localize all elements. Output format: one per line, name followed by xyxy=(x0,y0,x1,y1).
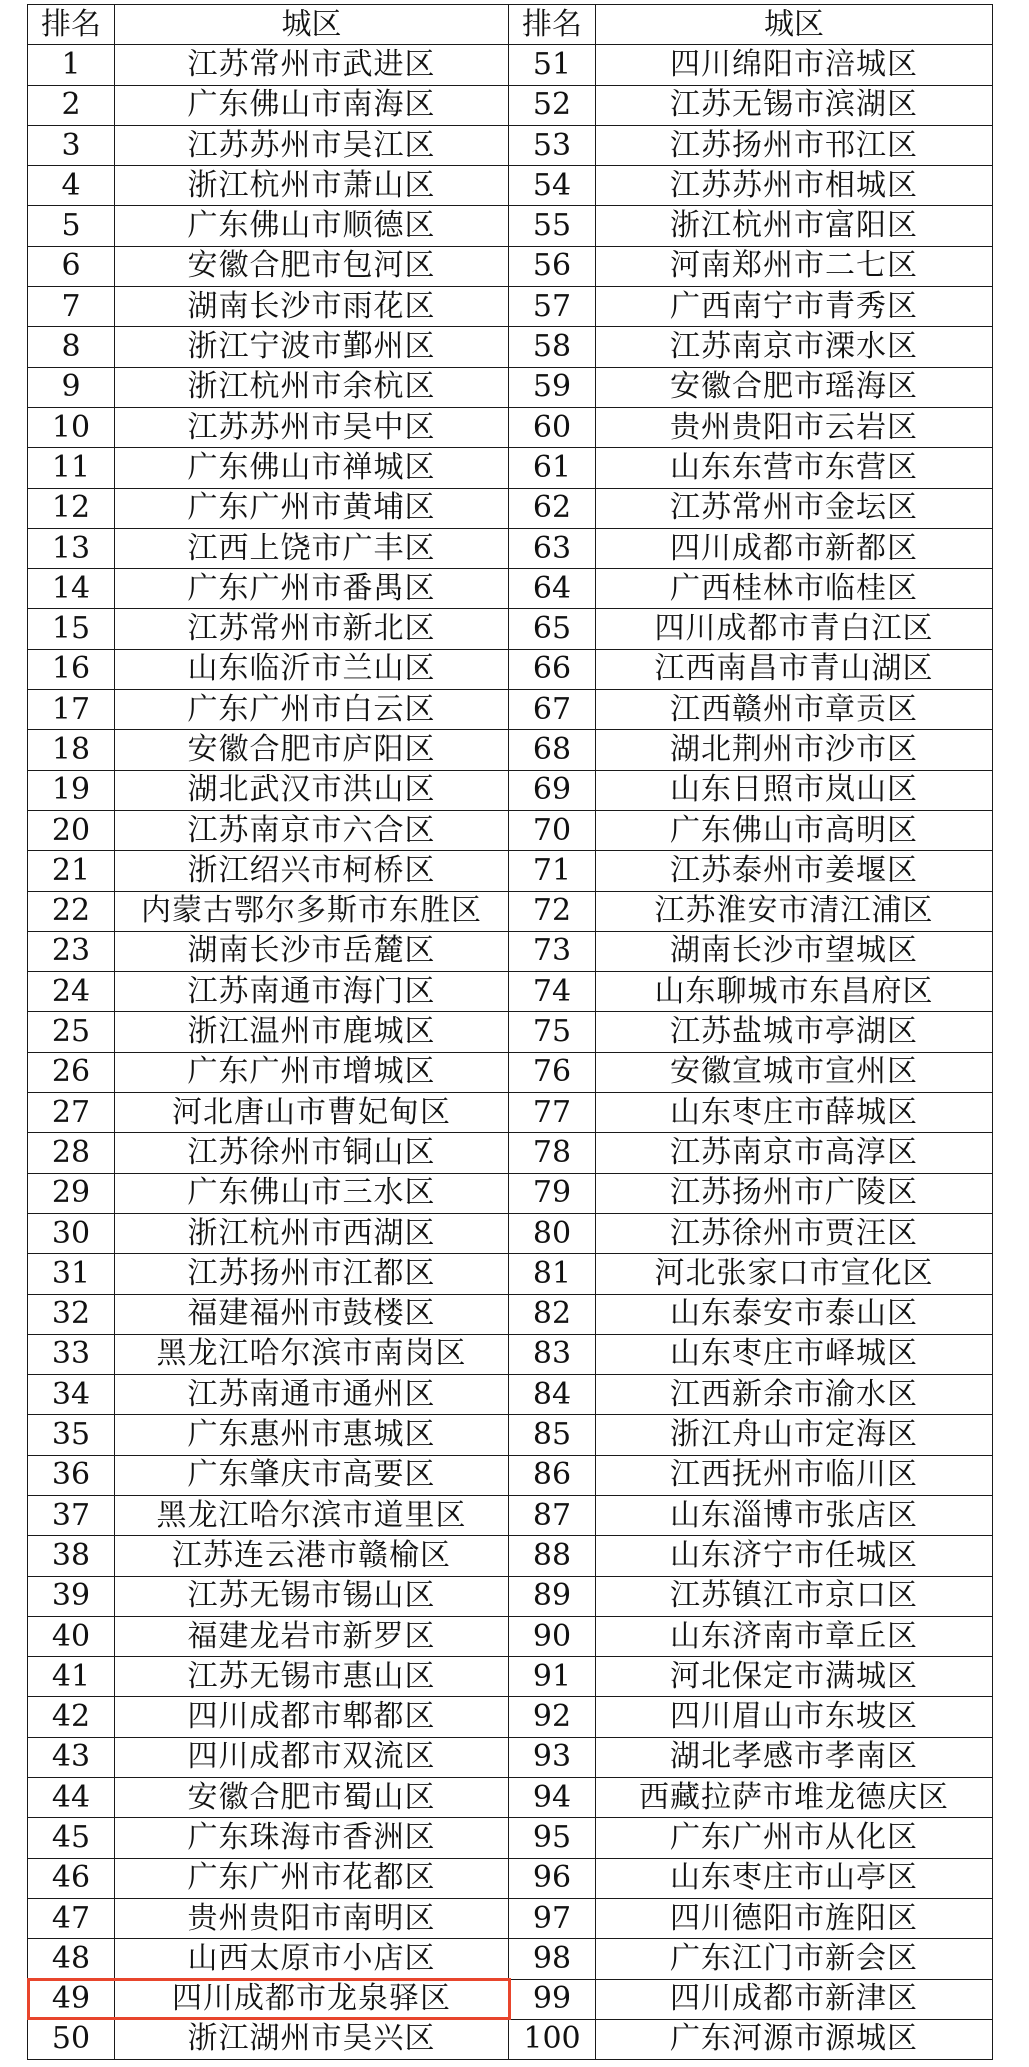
district-cell-left: 浙江杭州市西湖区 xyxy=(115,1213,509,1253)
rank-cell-left: 40 xyxy=(28,1616,115,1656)
table-row xyxy=(28,730,993,770)
table-row xyxy=(28,246,993,286)
table-row xyxy=(28,45,993,85)
district-cell-right: 江西南昌市青山湖区 xyxy=(596,649,993,689)
district-cell-right: 江苏扬州市邗江区 xyxy=(596,125,993,165)
rank-cell-left: 47 xyxy=(28,1898,115,1938)
rank-cell-left: 17 xyxy=(28,690,115,730)
table-row xyxy=(28,287,993,327)
district-cell-left: 广东佛山市禅城区 xyxy=(115,448,509,488)
district-cell-right: 四川成都市青白江区 xyxy=(596,609,993,649)
rank-cell-right: 98 xyxy=(509,1939,596,1979)
rank-cell-right: 62 xyxy=(509,488,596,528)
district-cell-left: 山西太原市小店区 xyxy=(115,1939,509,1979)
district-cell-left: 江苏常州市武进区 xyxy=(115,45,509,85)
rank-cell-left: 30 xyxy=(28,1213,115,1253)
rank-cell-right: 75 xyxy=(509,1012,596,1052)
rank-cell-left: 36 xyxy=(28,1455,115,1495)
rank-cell-left: 24 xyxy=(28,972,115,1012)
rank-cell-left: 1 xyxy=(28,45,115,85)
rank-cell-right: 95 xyxy=(509,1818,596,1858)
district-cell-left: 福建龙岩市新罗区 xyxy=(115,1616,509,1656)
table-row xyxy=(28,2019,993,2059)
district-cell-left: 内蒙古鄂尔多斯市东胜区 xyxy=(115,891,509,931)
district-cell-left: 山东临沂市兰山区 xyxy=(115,649,509,689)
rank-cell-left: 34 xyxy=(28,1375,115,1415)
district-cell-right: 广东佛山市高明区 xyxy=(596,810,993,850)
rank-cell-right: 67 xyxy=(509,690,596,730)
rank-cell-right: 92 xyxy=(509,1697,596,1737)
rank-cell-left: 23 xyxy=(28,931,115,971)
table-row xyxy=(28,1375,993,1415)
rank-cell-right: 54 xyxy=(509,166,596,206)
rank-cell-left: 10 xyxy=(28,407,115,447)
rank-cell-left: 29 xyxy=(28,1173,115,1213)
rank-cell-right: 86 xyxy=(509,1455,596,1495)
district-cell-left: 浙江杭州市余杭区 xyxy=(115,367,509,407)
rank-cell-right: 100 xyxy=(509,2019,596,2059)
district-cell-right: 江苏苏州市相城区 xyxy=(596,166,993,206)
district-cell-right: 四川眉山市东坡区 xyxy=(596,1697,993,1737)
rank-cell-right: 93 xyxy=(509,1737,596,1777)
rank-cell-left: 38 xyxy=(28,1536,115,1576)
rank-cell-left: 2 xyxy=(28,85,115,125)
rank-cell-left: 16 xyxy=(28,649,115,689)
rank-cell-left: 7 xyxy=(28,287,115,327)
district-cell-left: 贵州贵阳市南明区 xyxy=(115,1898,509,1938)
district-cell-left: 湖南长沙市岳麓区 xyxy=(115,931,509,971)
rank-cell-left: 13 xyxy=(28,528,115,568)
district-cell-left: 湖北武汉市洪山区 xyxy=(115,770,509,810)
rank-cell-left: 48 xyxy=(28,1939,115,1979)
rank-cell-left: 37 xyxy=(28,1495,115,1535)
district-cell-left: 黑龙江哈尔滨市南岗区 xyxy=(115,1334,509,1374)
table-row xyxy=(28,125,993,165)
rank-cell-right: 97 xyxy=(509,1898,596,1938)
district-cell-left: 江苏扬州市江都区 xyxy=(115,1254,509,1294)
table-row xyxy=(28,528,993,568)
rank-cell-right: 56 xyxy=(509,246,596,286)
table-row xyxy=(28,1213,993,1253)
district-cell-left: 安徽合肥市蜀山区 xyxy=(115,1778,509,1818)
district-cell-right: 四川成都市新津区 xyxy=(596,1979,993,2019)
rank-cell-left: 19 xyxy=(28,770,115,810)
district-cell-left: 浙江宁波市鄞州区 xyxy=(115,327,509,367)
rank-cell-right: 89 xyxy=(509,1576,596,1616)
district-cell-right: 河北保定市满城区 xyxy=(596,1657,993,1697)
district-cell-right: 山东淄博市张店区 xyxy=(596,1495,993,1535)
district-cell-left: 浙江温州市鹿城区 xyxy=(115,1012,509,1052)
rank-cell-left: 4 xyxy=(28,166,115,206)
district-cell-left: 四川成都市郫都区 xyxy=(115,1697,509,1737)
district-cell-left: 广东广州市白云区 xyxy=(115,690,509,730)
district-cell-left: 广东珠海市香洲区 xyxy=(115,1818,509,1858)
table-row xyxy=(28,1536,993,1576)
table-row xyxy=(28,448,993,488)
district-cell-right: 江苏扬州市广陵区 xyxy=(596,1173,993,1213)
rank-cell-left: 50 xyxy=(28,2019,115,2059)
rank-cell-right: 68 xyxy=(509,730,596,770)
rank-cell-left: 21 xyxy=(28,851,115,891)
district-cell-right: 四川德阳市旌阳区 xyxy=(596,1898,993,1938)
rank-cell-right: 69 xyxy=(509,770,596,810)
rank-cell-left: 46 xyxy=(28,1858,115,1898)
district-cell-left: 江苏常州市新北区 xyxy=(115,609,509,649)
rank-cell-left: 12 xyxy=(28,488,115,528)
rank-cell-left: 41 xyxy=(28,1657,115,1697)
rank-cell-left: 11 xyxy=(28,448,115,488)
district-cell-left: 广东佛山市三水区 xyxy=(115,1173,509,1213)
rank-cell-right: 76 xyxy=(509,1052,596,1092)
district-cell-left: 四川成都市龙泉驿区 xyxy=(115,1979,509,2019)
district-cell-left: 江苏苏州市吴中区 xyxy=(115,407,509,447)
district-cell-right: 江苏徐州市贾汪区 xyxy=(596,1213,993,1253)
district-cell-right: 浙江舟山市定海区 xyxy=(596,1415,993,1455)
rank-cell-right: 74 xyxy=(509,972,596,1012)
rank-cell-left: 39 xyxy=(28,1576,115,1616)
table-row xyxy=(28,690,993,730)
district-cell-left: 湖南长沙市雨花区 xyxy=(115,287,509,327)
table-row xyxy=(28,972,993,1012)
table-row xyxy=(28,1697,993,1737)
district-cell-left: 安徽合肥市庐阳区 xyxy=(115,730,509,770)
table-row xyxy=(28,407,993,447)
table-row xyxy=(28,1294,993,1334)
table-row xyxy=(28,851,993,891)
table-row xyxy=(28,85,993,125)
rank-cell-right: 99 xyxy=(509,1979,596,2019)
rank-cell-left: 14 xyxy=(28,569,115,609)
district-cell-left: 江苏苏州市吴江区 xyxy=(115,125,509,165)
table-row xyxy=(28,166,993,206)
district-cell-right: 江苏盐城市亭湖区 xyxy=(596,1012,993,1052)
table-row xyxy=(28,367,993,407)
table-header-row xyxy=(28,5,993,45)
table-row xyxy=(28,770,993,810)
table-row xyxy=(28,609,993,649)
district-cell-left: 广东广州市番禺区 xyxy=(115,569,509,609)
district-cell-left: 江苏无锡市锡山区 xyxy=(115,1576,509,1616)
rank-cell-right: 52 xyxy=(509,85,596,125)
district-cell-left: 福建福州市鼓楼区 xyxy=(115,1294,509,1334)
table-row xyxy=(28,1495,993,1535)
district-cell-right: 河南郑州市二七区 xyxy=(596,246,993,286)
table-row xyxy=(28,206,993,246)
rank-cell-right: 63 xyxy=(509,528,596,568)
rank-cell-left: 15 xyxy=(28,609,115,649)
district-cell-left: 广东广州市增城区 xyxy=(115,1052,509,1092)
table-row xyxy=(28,1858,993,1898)
district-cell-right: 山东枣庄市峄城区 xyxy=(596,1334,993,1374)
table-row xyxy=(28,1818,993,1858)
district-cell-left: 浙江杭州市萧山区 xyxy=(115,166,509,206)
rank-cell-right: 57 xyxy=(509,287,596,327)
rank-cell-right: 96 xyxy=(509,1858,596,1898)
table-row xyxy=(28,1898,993,1938)
district-cell-left: 河北唐山市曹妃甸区 xyxy=(115,1093,509,1133)
rank-cell-right: 61 xyxy=(509,448,596,488)
rank-cell-left: 5 xyxy=(28,206,115,246)
district-cell-left: 广东佛山市顺德区 xyxy=(115,206,509,246)
district-cell-left: 广东广州市黄埔区 xyxy=(115,488,509,528)
district-cell-right: 湖北荆州市沙市区 xyxy=(596,730,993,770)
table-row xyxy=(28,1093,993,1133)
rank-cell-left: 27 xyxy=(28,1093,115,1133)
district-cell-right: 山东泰安市泰山区 xyxy=(596,1294,993,1334)
rank-cell-right: 70 xyxy=(509,810,596,850)
district-cell-right: 江苏常州市金坛区 xyxy=(596,488,993,528)
district-cell-right: 山东日照市岚山区 xyxy=(596,770,993,810)
district-cell-right: 广西桂林市临桂区 xyxy=(596,569,993,609)
district-cell-right: 四川成都市新都区 xyxy=(596,528,993,568)
district-cell-right: 安徽合肥市瑶海区 xyxy=(596,367,993,407)
rank-cell-left: 49 xyxy=(28,1979,115,2019)
rank-cell-right: 65 xyxy=(509,609,596,649)
rank-cell-left: 44 xyxy=(28,1778,115,1818)
table-row xyxy=(28,1133,993,1173)
rank-cell-left: 33 xyxy=(28,1334,115,1374)
district-cell-right: 贵州贵阳市云岩区 xyxy=(596,407,993,447)
district-cell-right: 山东枣庄市薛城区 xyxy=(596,1093,993,1133)
district-cell-right: 江西抚州市临川区 xyxy=(596,1455,993,1495)
rank-cell-right: 51 xyxy=(509,45,596,85)
table-row xyxy=(28,931,993,971)
district-cell-left: 广东惠州市惠城区 xyxy=(115,1415,509,1455)
table-row xyxy=(28,488,993,528)
district-cell-left: 江苏南通市通州区 xyxy=(115,1375,509,1415)
district-cell-left: 广东肇庆市高要区 xyxy=(115,1455,509,1495)
rank-cell-right: 53 xyxy=(509,125,596,165)
district-cell-left: 江苏无锡市惠山区 xyxy=(115,1657,509,1697)
table-row xyxy=(28,1657,993,1697)
rank-cell-right: 78 xyxy=(509,1133,596,1173)
district-cell-right: 山东济南市章丘区 xyxy=(596,1616,993,1656)
table-row xyxy=(28,1455,993,1495)
district-cell-left: 江苏连云港市赣榆区 xyxy=(115,1536,509,1576)
district-cell-left: 安徽合肥市包河区 xyxy=(115,246,509,286)
rank-cell-right: 66 xyxy=(509,649,596,689)
rank-cell-left: 18 xyxy=(28,730,115,770)
table-row xyxy=(28,810,993,850)
rank-cell-left: 9 xyxy=(28,367,115,407)
rank-cell-left: 35 xyxy=(28,1415,115,1455)
table-row xyxy=(28,1254,993,1294)
rank-cell-right: 85 xyxy=(509,1415,596,1455)
district-cell-right: 江苏镇江市京口区 xyxy=(596,1576,993,1616)
district-cell-left: 江苏南通市海门区 xyxy=(115,972,509,1012)
district-cell-left: 广东佛山市南海区 xyxy=(115,85,509,125)
table-row xyxy=(28,327,993,367)
district-cell-right: 广东广州市从化区 xyxy=(596,1818,993,1858)
district-cell-right: 安徽宣城市宣州区 xyxy=(596,1052,993,1092)
district-cell-left: 江苏南京市六合区 xyxy=(115,810,509,850)
rank-cell-left: 6 xyxy=(28,246,115,286)
district-cell-right: 江苏南京市溧水区 xyxy=(596,327,993,367)
district-cell-left: 江西上饶市广丰区 xyxy=(115,528,509,568)
rank-cell-left: 22 xyxy=(28,891,115,931)
district-cell-right: 江苏淮安市清江浦区 xyxy=(596,891,993,931)
district-cell-right: 江苏无锡市滨湖区 xyxy=(596,85,993,125)
rank-cell-right: 64 xyxy=(509,569,596,609)
district-cell-left: 四川成都市双流区 xyxy=(115,1737,509,1777)
rank-cell-right: 91 xyxy=(509,1657,596,1697)
district-cell-right: 江苏南京市高淳区 xyxy=(596,1133,993,1173)
district-cell-right: 山东聊城市东昌府区 xyxy=(596,972,993,1012)
rank-cell-right: 58 xyxy=(509,327,596,367)
header-district-left: 城区 xyxy=(115,5,509,45)
district-cell-left: 浙江绍兴市柯桥区 xyxy=(115,851,509,891)
rank-cell-right: 83 xyxy=(509,1334,596,1374)
rank-cell-left: 28 xyxy=(28,1133,115,1173)
table-row xyxy=(28,1052,993,1092)
district-cell-right: 山东枣庄市山亭区 xyxy=(596,1858,993,1898)
district-cell-left: 浙江湖州市吴兴区 xyxy=(115,2019,509,2059)
rank-cell-left: 25 xyxy=(28,1012,115,1052)
rank-cell-right: 59 xyxy=(509,367,596,407)
district-cell-left: 黑龙江哈尔滨市道里区 xyxy=(115,1495,509,1535)
table-row xyxy=(28,1979,993,2019)
table-row xyxy=(28,649,993,689)
district-cell-right: 江苏泰州市姜堰区 xyxy=(596,851,993,891)
rank-cell-left: 42 xyxy=(28,1697,115,1737)
table-row xyxy=(28,1616,993,1656)
rank-cell-left: 26 xyxy=(28,1052,115,1092)
rank-cell-right: 79 xyxy=(509,1173,596,1213)
rank-cell-right: 81 xyxy=(509,1254,596,1294)
rank-cell-right: 73 xyxy=(509,931,596,971)
rank-cell-left: 3 xyxy=(28,125,115,165)
district-cell-right: 江西新余市渝水区 xyxy=(596,1375,993,1415)
district-cell-left: 广东广州市花都区 xyxy=(115,1858,509,1898)
rank-cell-left: 45 xyxy=(28,1818,115,1858)
table-row xyxy=(28,1576,993,1616)
rank-cell-right: 88 xyxy=(509,1536,596,1576)
district-cell-right: 江西赣州市章贡区 xyxy=(596,690,993,730)
rank-cell-left: 32 xyxy=(28,1294,115,1334)
rank-cell-right: 82 xyxy=(509,1294,596,1334)
header-rank-right: 排名 xyxy=(509,5,596,45)
rank-cell-right: 90 xyxy=(509,1616,596,1656)
district-cell-left: 江苏徐州市铜山区 xyxy=(115,1133,509,1173)
rank-cell-right: 71 xyxy=(509,851,596,891)
district-cell-right: 西藏拉萨市堆龙德庆区 xyxy=(596,1778,993,1818)
rank-cell-right: 60 xyxy=(509,407,596,447)
district-cell-right: 湖南长沙市望城区 xyxy=(596,931,993,971)
district-cell-right: 四川绵阳市涪城区 xyxy=(596,45,993,85)
rank-cell-left: 20 xyxy=(28,810,115,850)
table-row xyxy=(28,1334,993,1374)
district-cell-right: 山东东营市东营区 xyxy=(596,448,993,488)
rank-cell-right: 72 xyxy=(509,891,596,931)
rank-cell-right: 55 xyxy=(509,206,596,246)
table-row xyxy=(28,1939,993,1979)
district-cell-right: 浙江杭州市富阳区 xyxy=(596,206,993,246)
rank-cell-right: 87 xyxy=(509,1495,596,1535)
district-cell-right: 山东济宁市任城区 xyxy=(596,1536,993,1576)
table-body xyxy=(28,45,993,2060)
table-row xyxy=(28,1778,993,1818)
district-cell-right: 广东河源市源城区 xyxy=(596,2019,993,2059)
table-row xyxy=(28,1173,993,1213)
rank-cell-right: 84 xyxy=(509,1375,596,1415)
rank-cell-left: 8 xyxy=(28,327,115,367)
rank-cell-right: 94 xyxy=(509,1778,596,1818)
rank-cell-left: 31 xyxy=(28,1254,115,1294)
header-district-right: 城区 xyxy=(596,5,993,45)
district-cell-right: 湖北孝感市孝南区 xyxy=(596,1737,993,1777)
table-row xyxy=(28,1737,993,1777)
district-ranking-table xyxy=(27,4,993,2060)
rank-cell-right: 80 xyxy=(509,1213,596,1253)
table-row xyxy=(28,1012,993,1052)
table-row xyxy=(28,891,993,931)
header-rank-left: 排名 xyxy=(28,5,115,45)
table-row xyxy=(28,569,993,609)
district-cell-right: 广西南宁市青秀区 xyxy=(596,287,993,327)
rank-cell-right: 77 xyxy=(509,1093,596,1133)
table-row xyxy=(28,1415,993,1455)
district-cell-right: 河北张家口市宣化区 xyxy=(596,1254,993,1294)
rank-cell-left: 43 xyxy=(28,1737,115,1777)
district-cell-right: 广东江门市新会区 xyxy=(596,1939,993,1979)
